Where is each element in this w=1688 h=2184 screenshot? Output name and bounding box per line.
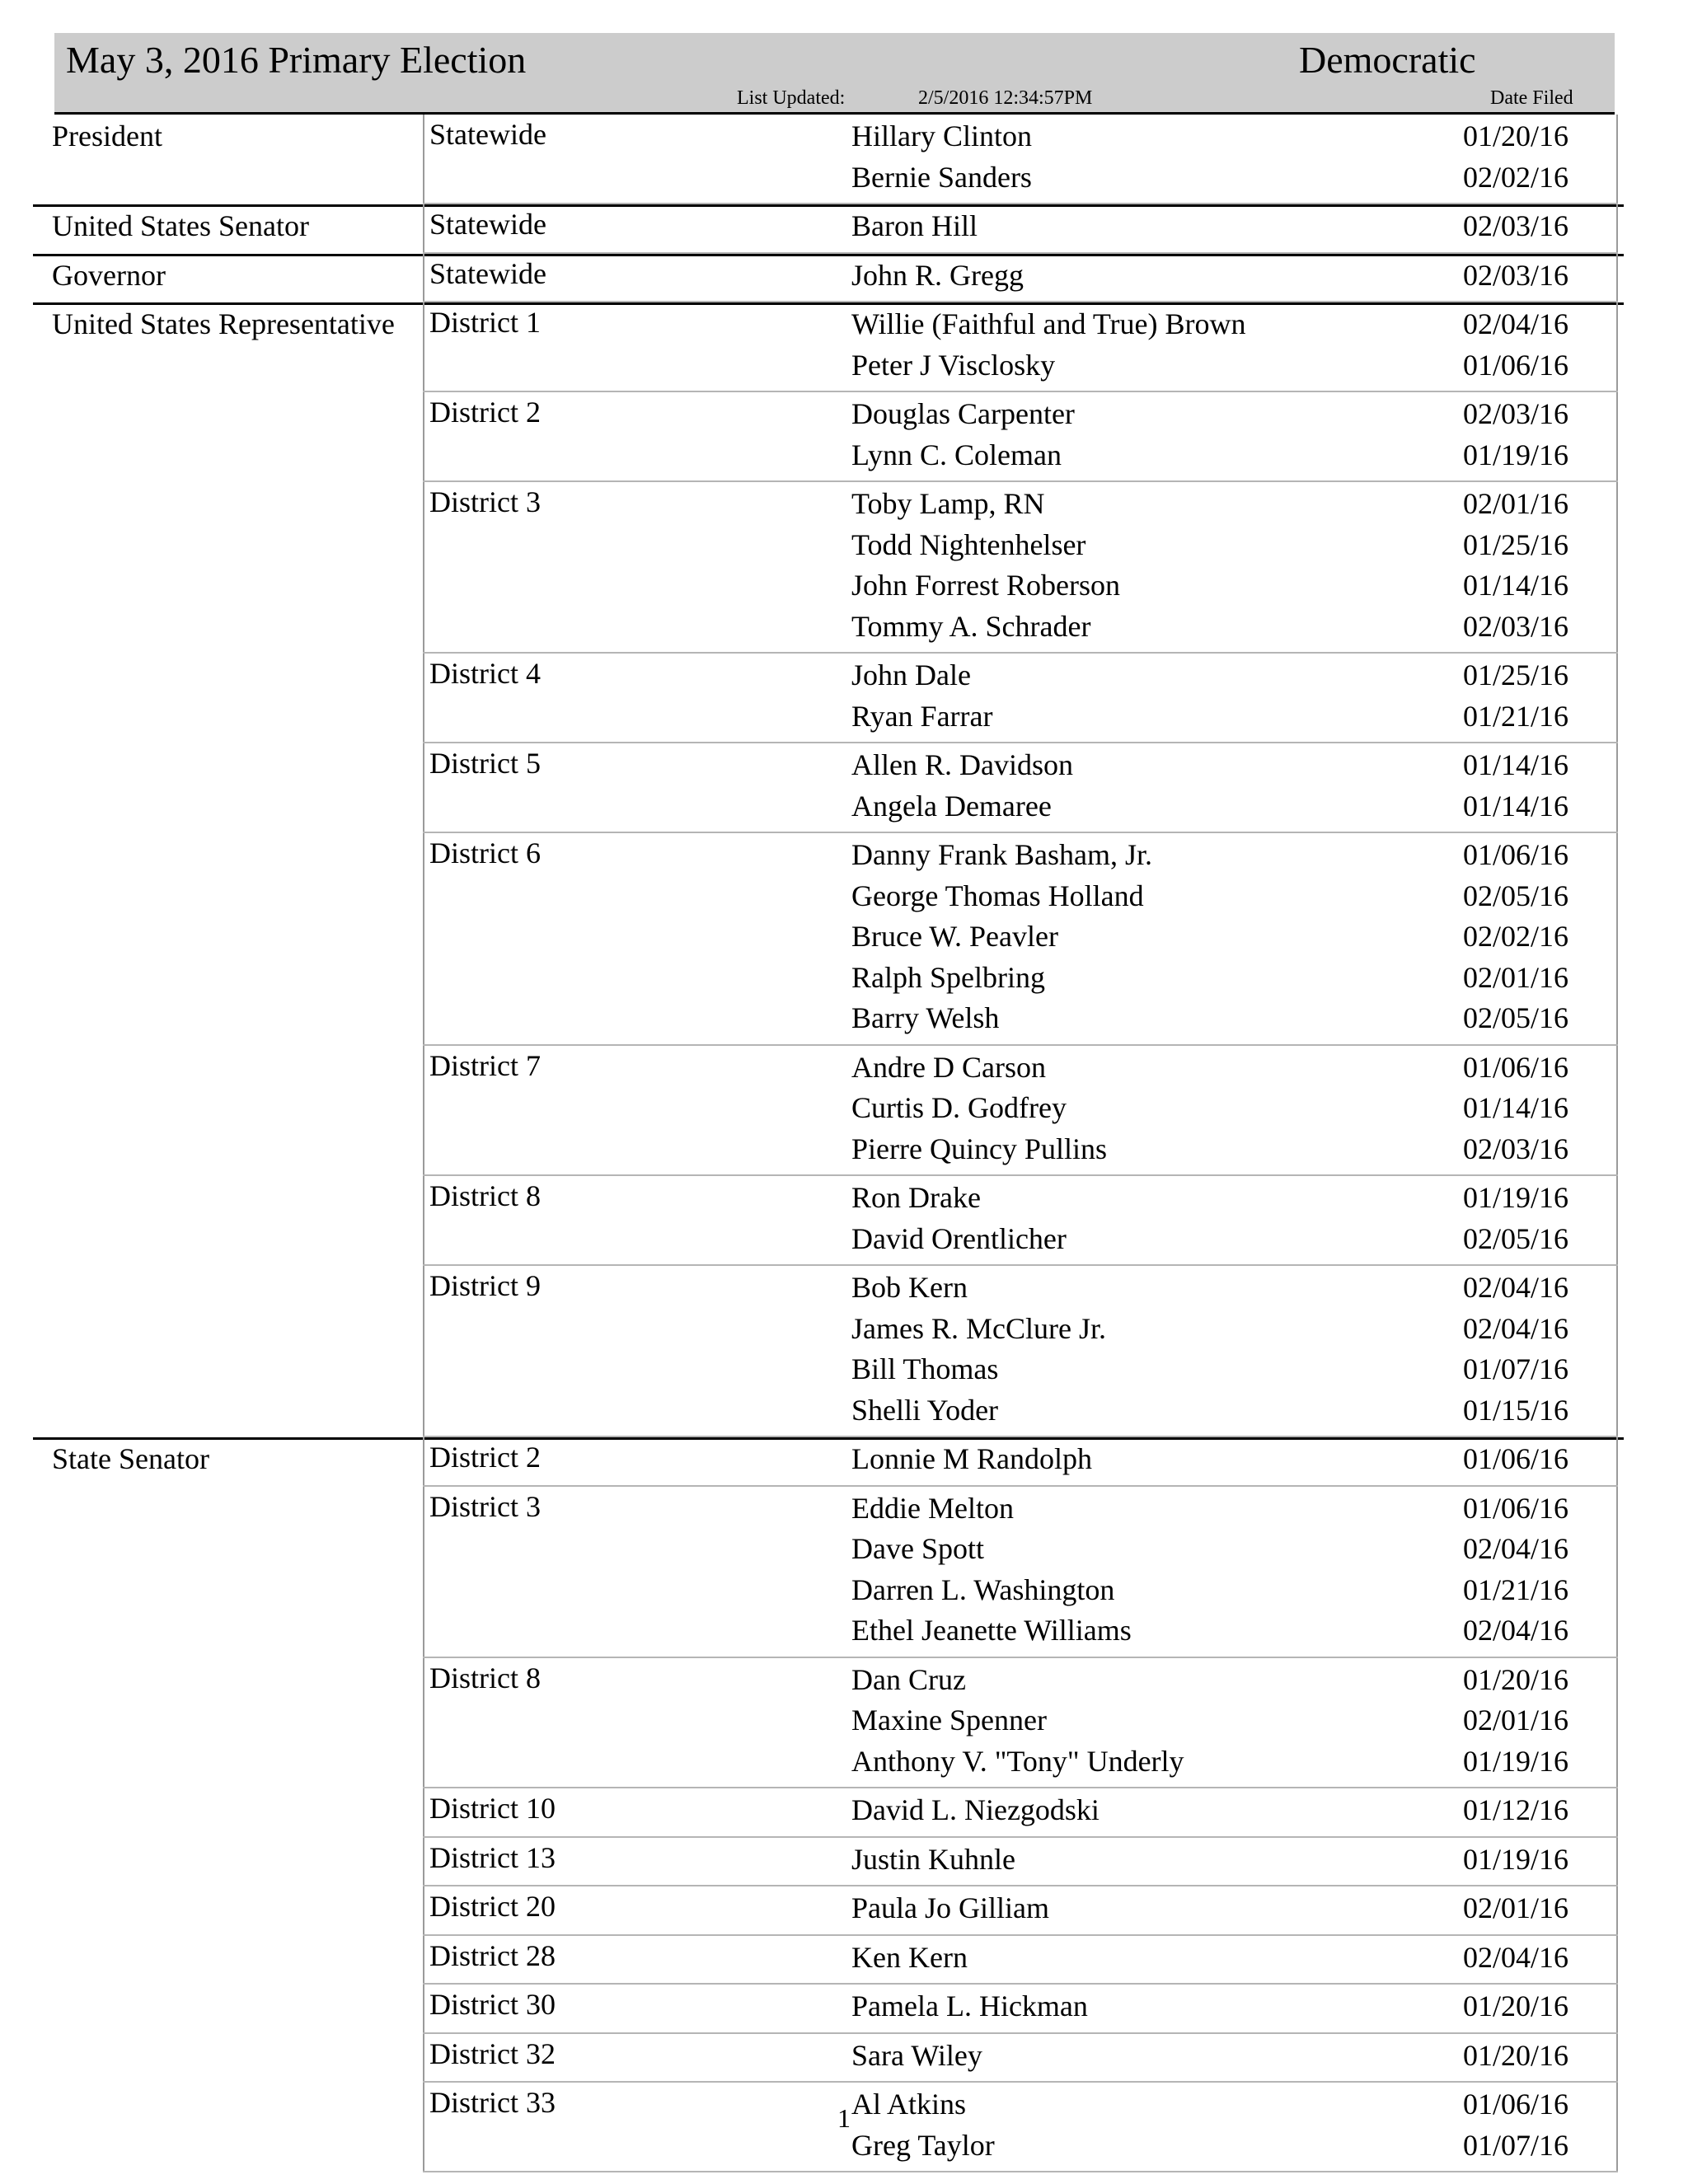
right-border: [1616, 115, 1618, 204]
right-border: [1616, 392, 1618, 482]
date-filed: 01/06/16: [1463, 2088, 1569, 2121]
district-group: [423, 254, 1618, 303]
candidate-name: John R. Gregg: [851, 258, 1024, 292]
candidate-name: Bruce W. Peavler: [851, 920, 1058, 953]
district-group: [423, 204, 1618, 254]
district-group: [423, 1176, 1618, 1266]
right-border: [1616, 1658, 1618, 1789]
district-name: Statewide: [429, 256, 546, 290]
column-divider: [423, 115, 424, 204]
candidate-name: Maxine Spenner: [851, 1704, 1047, 1736]
date-filed: 02/02/16: [1463, 920, 1569, 953]
column-divider: [423, 1658, 424, 1789]
right-border: [1616, 743, 1618, 833]
date-filed: 01/19/16: [1463, 438, 1569, 471]
candidate-name: Ken Kern: [851, 1940, 968, 1974]
date-filed: 01/14/16: [1463, 748, 1569, 781]
district-name: District 2: [429, 396, 541, 429]
column-divider: [423, 1936, 424, 1985]
district-name: District 5: [429, 747, 541, 780]
date-filed: 02/01/16: [1463, 960, 1569, 994]
column-divider: [423, 1437, 424, 1487]
date-filed: 01/19/16: [1463, 1181, 1569, 1214]
candidate-name: Todd Nightenhelser: [851, 527, 1086, 561]
date-filed: 02/05/16: [1463, 879, 1569, 912]
date-filed: 02/05/16: [1463, 1221, 1569, 1255]
list-updated-label: List Updated:: [737, 87, 846, 109]
candidate-name: Toby Lamp, RN: [851, 487, 1045, 520]
date-filed: 02/05/16: [1463, 1001, 1569, 1034]
candidate-name: John Dale: [851, 658, 971, 691]
district-group: [423, 1936, 1618, 1985]
date-filed-header: Date Filed: [1490, 87, 1573, 109]
date-filed: 02/04/16: [1463, 307, 1569, 340]
candidate-name: Tommy A. Schrader: [851, 609, 1091, 643]
right-border: [1616, 1487, 1618, 1658]
date-filed: 01/06/16: [1463, 1442, 1569, 1475]
district-name: District 8: [429, 1661, 541, 1694]
district-name: District 20: [429, 1890, 556, 1923]
district-group: [423, 1985, 1618, 2034]
candidate-name: Barry Welsh: [851, 1001, 1000, 1034]
date-filed: 02/04/16: [1463, 1940, 1569, 1974]
column-divider: [423, 833, 424, 1046]
column-divider: [423, 1176, 424, 1266]
date-filed: 01/20/16: [1463, 1990, 1569, 2022]
right-border: [1616, 204, 1618, 254]
date-filed: 02/04/16: [1463, 1311, 1569, 1345]
column-divider: [423, 392, 424, 482]
column-divider: [423, 743, 424, 833]
date-filed: 01/06/16: [1463, 1491, 1569, 1525]
date-filed: 02/01/16: [1463, 487, 1569, 520]
district-separator: [423, 2171, 1618, 2172]
party-label: Democratic: [1299, 39, 1476, 81]
candidate-name: Bernie Sanders: [851, 160, 1032, 194]
candidate-name: Justin Kuhnle: [851, 1842, 1016, 1876]
candidate-name: Angela Demaree: [851, 789, 1052, 823]
district-group: [423, 654, 1618, 743]
candidate-name: John Forrest Roberson: [851, 569, 1120, 602]
column-divider: [423, 1788, 424, 1838]
right-border: [1616, 2034, 1618, 2083]
district-name: Statewide: [429, 118, 546, 151]
date-filed: 02/03/16: [1463, 609, 1569, 643]
right-border: [1616, 1266, 1618, 1437]
date-filed: 01/14/16: [1463, 569, 1569, 602]
district-name: District 3: [429, 1489, 541, 1523]
candidate-name: James R. McClure Jr.: [851, 1311, 1106, 1345]
column-divider: [423, 204, 424, 254]
candidate-name: Shelli Yoder: [851, 1393, 999, 1427]
district-group: [423, 115, 1618, 204]
date-filed: 01/21/16: [1463, 1572, 1569, 1606]
district-name: District 32: [429, 2036, 556, 2070]
date-filed: 01/06/16: [1463, 348, 1569, 382]
column-divider: [423, 1886, 424, 1936]
date-filed: 02/02/16: [1463, 160, 1569, 194]
candidate-name: Curtis D. Godfrey: [851, 1091, 1067, 1124]
page-number: 1: [837, 2103, 851, 2133]
column-divider: [423, 1487, 424, 1658]
date-filed: 02/01/16: [1463, 1891, 1569, 1924]
date-filed: 01/15/16: [1463, 1393, 1569, 1427]
right-border: [1616, 482, 1618, 654]
candidate-name: Allen R. Davidson: [851, 748, 1073, 781]
district-name: Statewide: [429, 208, 546, 241]
candidate-name: Ryan Farrar: [851, 699, 993, 733]
district-name: District 3: [429, 485, 541, 518]
district-name: District 4: [429, 657, 541, 690]
right-border: [1616, 1788, 1618, 1838]
candidate-name: Lonnie M Randolph: [851, 1442, 1092, 1475]
district-group: [423, 743, 1618, 833]
right-border: [1616, 1046, 1618, 1177]
column-divider: [423, 1838, 424, 1887]
date-filed: 02/03/16: [1463, 397, 1569, 430]
candidate-name: Greg Taylor: [851, 2128, 995, 2162]
report-header: [54, 33, 1615, 112]
district-name: District 28: [429, 1938, 556, 1972]
candidate-name: Sara Wiley: [851, 2038, 982, 2072]
district-name: District 8: [429, 1179, 541, 1212]
candidate-name: Bill Thomas: [851, 1352, 999, 1385]
date-filed: 02/03/16: [1463, 1132, 1569, 1165]
date-filed: 01/07/16: [1463, 2128, 1569, 2162]
district-group: [423, 1838, 1618, 1887]
column-divider: [423, 1985, 424, 2034]
candidate-name: Al Atkins: [851, 2088, 967, 2121]
office-name: United States Representative: [52, 307, 395, 340]
district-name: District 10: [429, 1792, 556, 1825]
election-title: May 3, 2016 Primary Election: [66, 39, 527, 81]
date-filed: 02/04/16: [1463, 1271, 1569, 1304]
candidate-name: Peter J Visclosky: [851, 348, 1056, 382]
district-name: District 1: [429, 306, 541, 339]
district-group: [423, 392, 1618, 482]
district-group: [423, 1046, 1618, 1177]
district-name: District 13: [429, 1840, 556, 1874]
right-border: [1616, 2083, 1618, 2172]
district-name: District 7: [429, 1048, 541, 1082]
district-group: [423, 1886, 1618, 1936]
district-group: [423, 2083, 1618, 2172]
date-filed: 02/01/16: [1463, 1704, 1569, 1736]
date-filed: 01/14/16: [1463, 789, 1569, 823]
candidate-name: Danny Frank Basham, Jr.: [851, 838, 1152, 871]
column-divider: [423, 2034, 424, 2083]
date-filed: 01/20/16: [1463, 120, 1569, 152]
candidate-name: George Thomas Holland: [851, 879, 1144, 912]
right-border: [1616, 1838, 1618, 1887]
candidate-name: Ron Drake: [851, 1181, 981, 1214]
candidate-name: Baron Hill: [851, 209, 978, 242]
district-name: District 2: [429, 1441, 541, 1474]
date-filed: 02/03/16: [1463, 209, 1569, 242]
date-filed: 02/04/16: [1463, 1614, 1569, 1647]
date-filed: 01/19/16: [1463, 1842, 1569, 1876]
candidate-name: Andre D Carson: [851, 1050, 1046, 1084]
right-border: [1616, 1936, 1618, 1985]
candidate-name: Pamela L. Hickman: [851, 1990, 1088, 2022]
right-border: [1616, 254, 1618, 303]
district-group: [423, 1266, 1618, 1437]
candidate-name: Lynn C. Coleman: [851, 438, 1062, 471]
candidate-name: Anthony V. "Tony" Underly: [851, 1744, 1184, 1778]
district-group: [423, 1658, 1618, 1789]
right-border: [1616, 1437, 1618, 1487]
district-group: [423, 833, 1618, 1046]
date-filed: 01/25/16: [1463, 527, 1569, 561]
date-filed: 01/25/16: [1463, 658, 1569, 691]
district-name: District 33: [429, 2086, 556, 2119]
district-name: District 6: [429, 837, 541, 869]
candidate-name: Bob Kern: [851, 1271, 968, 1304]
right-border: [1616, 1985, 1618, 2034]
column-divider: [423, 1046, 424, 1177]
candidate-name: Ralph Spelbring: [851, 960, 1045, 994]
column-divider: [423, 1266, 424, 1437]
candidate-name: Pierre Quincy Pullins: [851, 1132, 1107, 1165]
date-filed: 01/19/16: [1463, 1744, 1569, 1778]
candidate-name: Douglas Carpenter: [851, 397, 1075, 430]
column-divider: [423, 2083, 424, 2172]
date-filed: 01/20/16: [1463, 2038, 1569, 2072]
date-filed: 01/06/16: [1463, 1050, 1569, 1084]
right-border: [1616, 1886, 1618, 1936]
candidate-name: Eddie Melton: [851, 1491, 1014, 1525]
office-name: United States Senator: [52, 209, 309, 242]
office-name: State Senator: [52, 1442, 209, 1475]
column-divider: [423, 254, 424, 303]
office-name: President: [52, 120, 162, 152]
candidate-name: Dan Cruz: [851, 1662, 966, 1696]
date-filed: 01/20/16: [1463, 1662, 1569, 1696]
right-border: [1616, 1176, 1618, 1266]
date-filed: 01/21/16: [1463, 699, 1569, 733]
right-border: [1616, 654, 1618, 743]
district-group: [423, 1437, 1618, 1487]
date-filed: 01/14/16: [1463, 1091, 1569, 1124]
date-filed: 01/06/16: [1463, 838, 1569, 871]
column-divider: [423, 482, 424, 654]
district-name: District 30: [429, 1988, 556, 2021]
district-group: [423, 482, 1618, 654]
date-filed: 02/03/16: [1463, 258, 1569, 292]
right-border: [1616, 833, 1618, 1046]
date-filed: 01/12/16: [1463, 1793, 1569, 1826]
column-divider: [423, 654, 424, 743]
candidate-name: Paula Jo Gilliam: [851, 1891, 1049, 1924]
candidate-name: Dave Spott: [851, 1532, 984, 1565]
candidate-name: Ethel Jeanette Williams: [851, 1614, 1132, 1647]
office-name: Governor: [52, 258, 166, 292]
list-updated-value: 2/5/2016 12:34:57PM: [918, 87, 1093, 109]
candidate-name: Darren L. Washington: [851, 1572, 1115, 1606]
district-group: [423, 1487, 1618, 1658]
candidate-name: Willie (Faithful and True) Brown: [851, 307, 1246, 340]
candidate-name: Hillary Clinton: [851, 120, 1032, 152]
district-group: [423, 1788, 1618, 1838]
district-group: [423, 302, 1618, 392]
date-filed: 01/07/16: [1463, 1352, 1569, 1385]
date-filed: 02/04/16: [1463, 1532, 1569, 1565]
column-divider: [423, 302, 424, 392]
district-name: District 9: [429, 1269, 541, 1302]
candidate-name: David Orentlicher: [851, 1221, 1067, 1255]
district-group: [423, 2034, 1618, 2083]
candidate-name: David L. Niezgodski: [851, 1793, 1100, 1826]
right-border: [1616, 302, 1618, 392]
